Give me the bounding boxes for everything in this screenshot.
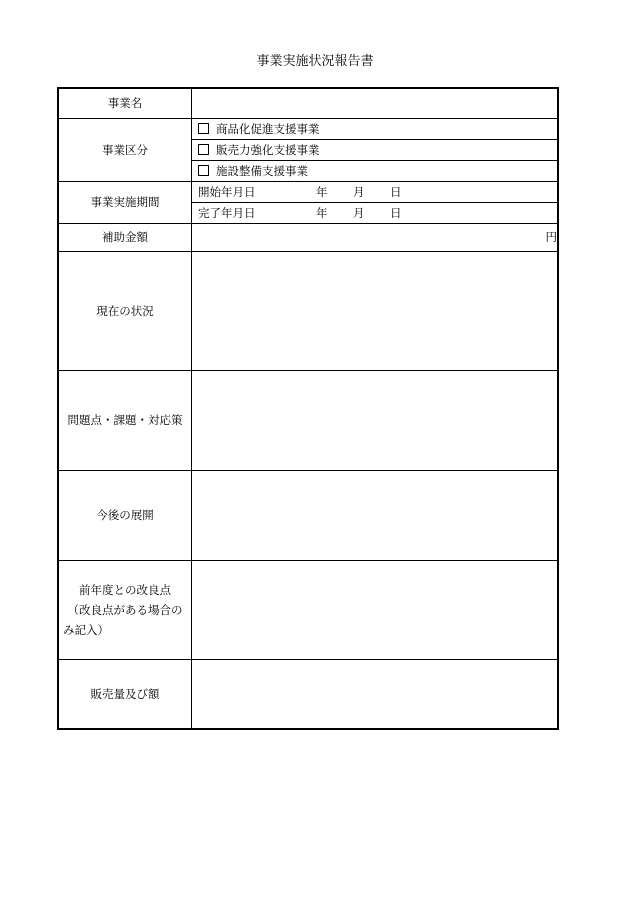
category-options: [192, 118, 559, 181]
sales-label: 販売量及び額: [58, 659, 192, 729]
category-option-product[interactable]: [192, 119, 557, 139]
issues-label: 問題点・課題・対応策: [58, 370, 192, 470]
period-fields: [192, 181, 559, 223]
project-name-label: 事業名: [58, 88, 192, 118]
period-start-label: 開始年月日: [198, 184, 256, 199]
day-unit: 日: [390, 205, 402, 220]
period-end[interactable]: [192, 202, 557, 223]
improvements-label: [58, 560, 192, 659]
month-unit: 月: [353, 205, 365, 220]
period-end-label: 完了年月日: [198, 205, 256, 220]
year-unit: 年: [316, 184, 328, 199]
current-status-field[interactable]: [192, 251, 559, 370]
row-category: [58, 118, 558, 181]
issues-field[interactable]: [192, 370, 559, 470]
project-name-field[interactable]: [192, 88, 559, 118]
day-unit: 日: [390, 184, 402, 199]
category-option-label: 販売力強化支援事業: [216, 142, 320, 157]
report-form: [57, 87, 559, 730]
category-option-label: 施設整備支援事業: [216, 163, 308, 178]
current-status-label: 現在の状況: [58, 251, 192, 370]
row-current-status: [58, 251, 558, 370]
checkbox-icon[interactable]: [198, 165, 209, 176]
category-option-sales[interactable]: [192, 139, 557, 160]
improvements-label-line1: 前年度との改良点: [79, 582, 171, 597]
row-improvements: [58, 560, 558, 659]
row-project-name: [58, 88, 558, 118]
row-sales: [58, 659, 558, 729]
period-label: 事業実施期間: [58, 181, 192, 223]
year-unit: 年: [316, 205, 328, 220]
future-field[interactable]: [192, 470, 559, 560]
category-option-label: 商品化促進支援事業: [216, 121, 320, 136]
row-period: [58, 181, 558, 223]
improvements-label-line2: （改良点がある場合の: [67, 602, 183, 617]
subsidy-field[interactable]: [192, 223, 559, 251]
month-unit: 月: [353, 184, 365, 199]
category-label: 事業区分: [58, 118, 192, 181]
row-future: [58, 470, 558, 560]
document-title: 事業実施状況報告書: [256, 54, 374, 69]
checkbox-icon[interactable]: [198, 144, 209, 155]
row-subsidy: [58, 223, 558, 251]
improvements-label-line3: み記入）: [63, 622, 109, 637]
improvements-field[interactable]: [192, 560, 559, 659]
subsidy-label: 補助金額: [58, 223, 192, 251]
sales-field[interactable]: [192, 659, 559, 729]
checkbox-icon[interactable]: [198, 123, 209, 134]
row-issues: [58, 370, 558, 470]
period-start[interactable]: [192, 182, 557, 202]
future-label: 今後の展開: [58, 470, 192, 560]
yen-unit: 円: [545, 230, 557, 244]
category-option-facility[interactable]: [192, 160, 557, 181]
